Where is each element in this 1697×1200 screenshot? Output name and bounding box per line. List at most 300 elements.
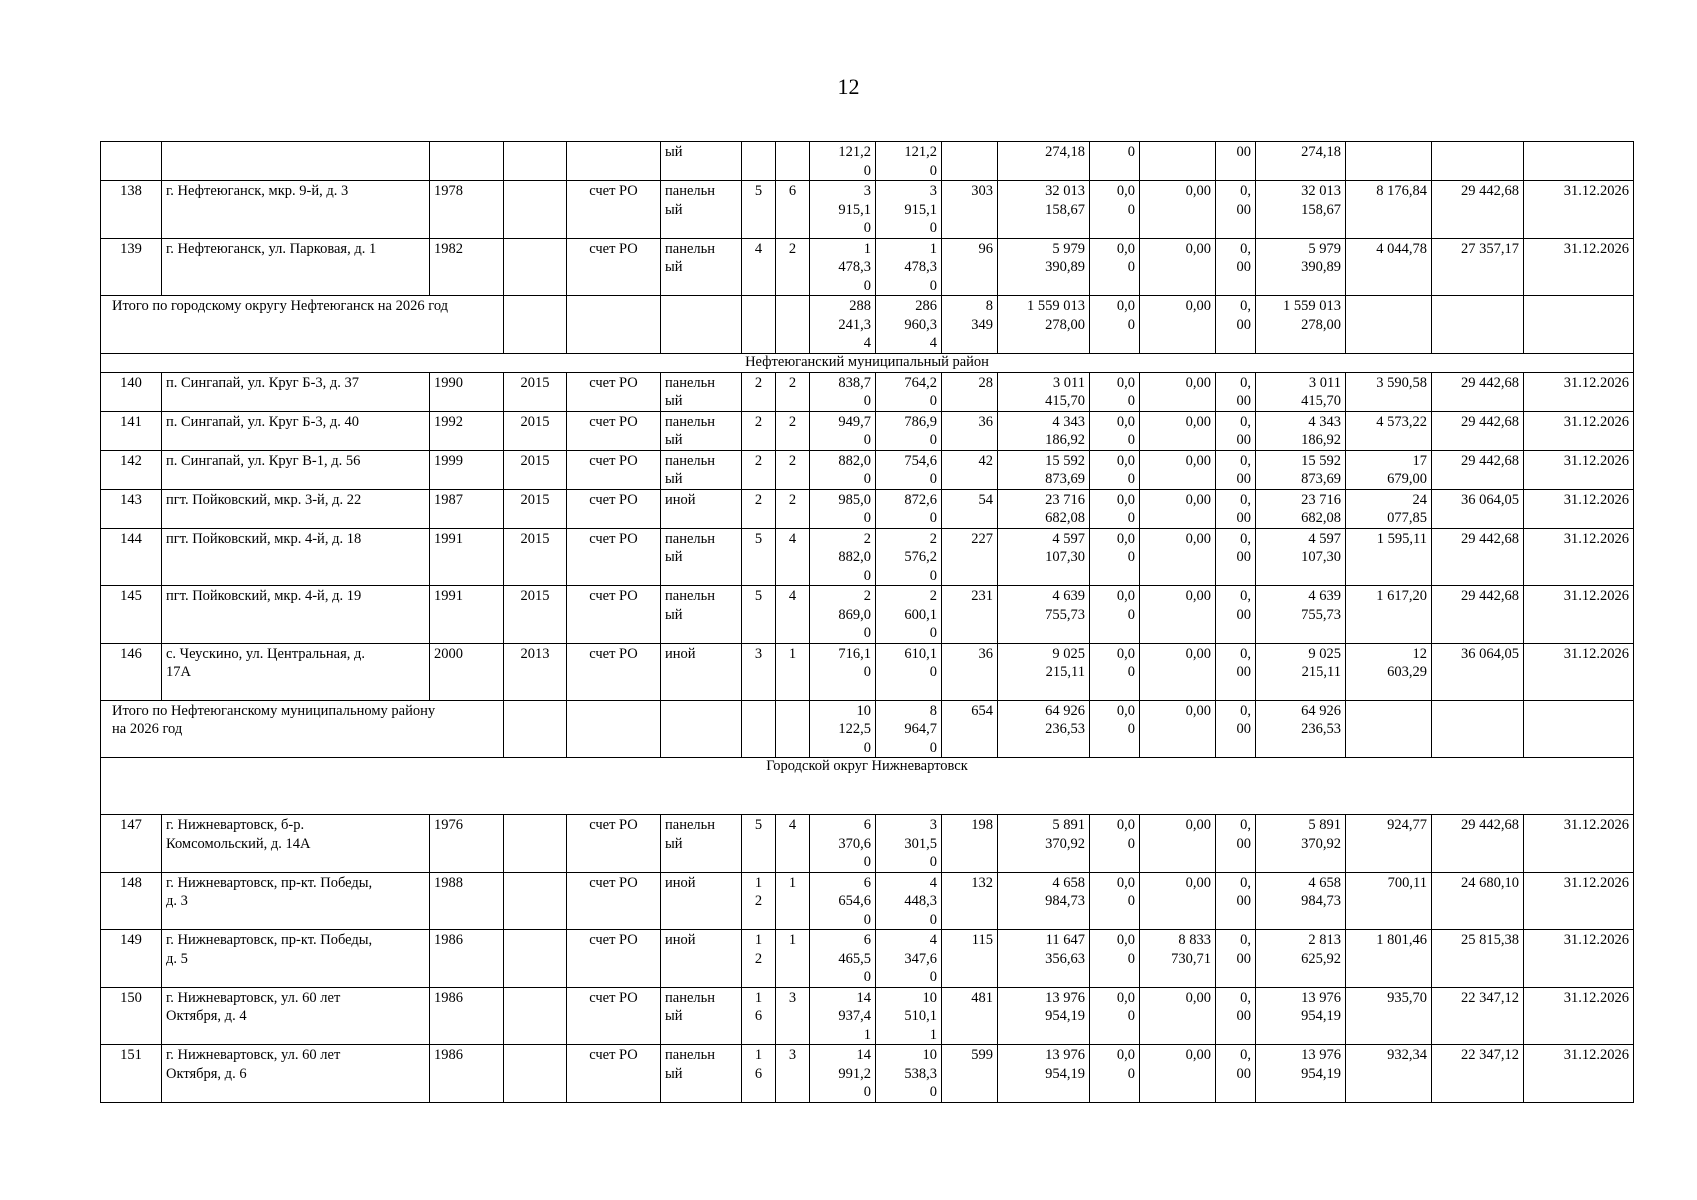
row-number-cell: 147 <box>101 815 162 873</box>
address-cell <box>162 142 430 181</box>
max-unit-cost-cell: 29 442,68 <box>1432 450 1524 489</box>
value-cell: 0, 00 <box>1216 586 1256 644</box>
total-area-cell: 838,7 0 <box>810 372 876 411</box>
value-cell: 0,0 0 <box>1090 450 1140 489</box>
entrances-cell: 2 <box>776 489 810 528</box>
deadline-date-cell: 31.12.2026 <box>1524 489 1634 528</box>
value-cell: 0,0 0 <box>1090 528 1140 586</box>
empty-cell <box>504 296 567 354</box>
address-cell: г. Нижневартовск, пр-кт. Победы, д. 5 <box>162 930 430 988</box>
unit-cost-cell: 1 801,46 <box>1346 930 1432 988</box>
entrances-cell: 6 <box>776 181 810 239</box>
living-area-cell: 3 915,1 0 <box>876 181 942 239</box>
build-year-cell: 1999 <box>430 450 504 489</box>
repair-cost-cell: 13 976 954,19 <box>998 1045 1090 1103</box>
row-number-cell: 149 <box>101 930 162 988</box>
value-cell: 0,00 <box>1140 489 1216 528</box>
repair-year-cell <box>504 181 567 239</box>
value-cell: 0 <box>1090 142 1140 181</box>
table-row <box>101 489 1634 528</box>
value-cell: 0,0 0 <box>1090 872 1140 930</box>
living-area-cell: 10 510,1 1 <box>876 987 942 1045</box>
total-area-cell: 985,0 0 <box>810 489 876 528</box>
section-title: Городской округ Нижневартовск <box>101 758 1634 815</box>
max-unit-cost-cell: 36 064,05 <box>1432 643 1524 700</box>
total-area-cell: 6 654,6 0 <box>810 872 876 930</box>
residents-cell: 42 <box>942 450 998 489</box>
empty-cell <box>567 296 661 354</box>
table-row <box>101 142 1634 181</box>
fund-method-cell: счет РО <box>567 586 661 644</box>
total-area-cell: 14 991,2 0 <box>810 1045 876 1103</box>
wall-material-cell: панельн ый <box>661 586 742 644</box>
value-cell: 0,0 0 <box>1090 815 1140 873</box>
repair-cost-cell: 9 025 215,11 <box>998 643 1090 700</box>
repair-year-cell: 2015 <box>504 528 567 586</box>
total-value-cell: 0,00 <box>1140 700 1216 758</box>
row-number-cell: 150 <box>101 987 162 1045</box>
value-cell: 0,00 <box>1140 1045 1216 1103</box>
address-cell: пгт. Пойковский, мкр. 4-й, д. 18 <box>162 528 430 586</box>
floors-cell: 5 <box>742 528 776 586</box>
owner-funds-cell: 5 891 370,92 <box>1256 815 1346 873</box>
fund-method-cell: счет РО <box>567 489 661 528</box>
repair-year-cell <box>504 1045 567 1103</box>
max-unit-cost-cell: 25 815,38 <box>1432 930 1524 988</box>
total-cost-cell: 1 559 013 278,00 <box>998 296 1090 354</box>
section-title: Нефтеюганский муниципальный район <box>101 353 1634 372</box>
total-owner-funds-cell: 1 559 013 278,00 <box>1256 296 1346 354</box>
deadline-date-cell: 31.12.2026 <box>1524 872 1634 930</box>
total-area-cell: 10 122,5 0 <box>810 700 876 758</box>
owner-funds-cell: 32 013 158,67 <box>1256 181 1346 239</box>
total-area-cell: 3 915,1 0 <box>810 181 876 239</box>
unit-cost-cell: 700,11 <box>1346 872 1432 930</box>
section-header-row <box>101 758 1634 815</box>
fund-method-cell: счет РО <box>567 372 661 411</box>
total-value-cell: 0,00 <box>1140 296 1216 354</box>
unit-cost-cell: 932,34 <box>1346 1045 1432 1103</box>
repair-year-cell <box>504 815 567 873</box>
build-year-cell: 1982 <box>430 238 504 296</box>
wall-material-cell: панельн ый <box>661 450 742 489</box>
fund-method-cell: счет РО <box>567 411 661 450</box>
repair-cost-cell: 13 976 954,19 <box>998 987 1090 1045</box>
row-number-cell: 148 <box>101 872 162 930</box>
floors-cell: 4 <box>742 238 776 296</box>
value-cell: 0, 00 <box>1216 872 1256 930</box>
wall-material-cell: иной <box>661 643 742 700</box>
address-cell: п. Сингапай, ул. Круг В-1, д. 56 <box>162 450 430 489</box>
address-cell: пгт. Пойковский, мкр. 4-й, д. 19 <box>162 586 430 644</box>
total-value-cell: 0, 00 <box>1216 700 1256 758</box>
row-number-cell: 139 <box>101 238 162 296</box>
table-row <box>101 872 1634 930</box>
wall-material-cell: панельн ый <box>661 181 742 239</box>
living-area-cell: 786,9 0 <box>876 411 942 450</box>
unit-cost-cell: 935,70 <box>1346 987 1432 1045</box>
wall-material-cell: панельн ый <box>661 528 742 586</box>
unit-cost-cell: 3 590,58 <box>1346 372 1432 411</box>
owner-funds-cell: 13 976 954,19 <box>1256 1045 1346 1103</box>
repair-year-cell <box>504 930 567 988</box>
max-unit-cost-cell: 29 442,68 <box>1432 181 1524 239</box>
value-cell: 0,00 <box>1140 528 1216 586</box>
value-cell: 0,00 <box>1140 411 1216 450</box>
wall-material-cell: панельн ый <box>661 411 742 450</box>
fund-method-cell: счет РО <box>567 528 661 586</box>
entrances-cell: 2 <box>776 450 810 489</box>
owner-funds-cell: 5 979 390,89 <box>1256 238 1346 296</box>
unit-cost-cell: 17 679,00 <box>1346 450 1432 489</box>
repair-cost-cell: 4 658 984,73 <box>998 872 1090 930</box>
max-unit-cost-cell: 29 442,68 <box>1432 586 1524 644</box>
owner-funds-cell: 3 011 415,70 <box>1256 372 1346 411</box>
floors-cell: 2 <box>742 450 776 489</box>
value-cell: 0, 00 <box>1216 411 1256 450</box>
owner-funds-cell: 4 658 984,73 <box>1256 872 1346 930</box>
address-cell: г. Нефтеюганск, мкр. 9-й, д. 3 <box>162 181 430 239</box>
page-number: 12 <box>837 74 860 99</box>
section-header-row <box>101 353 1634 372</box>
deadline-date-cell: 31.12.2026 <box>1524 450 1634 489</box>
wall-material-cell: иной <box>661 872 742 930</box>
value-cell: 0,0 0 <box>1090 181 1140 239</box>
unit-cost-cell: 1 617,20 <box>1346 586 1432 644</box>
total-area-cell: 288 241,3 4 <box>810 296 876 354</box>
repair-year-cell <box>504 872 567 930</box>
residents-cell: 54 <box>942 489 998 528</box>
residents-cell: 28 <box>942 372 998 411</box>
total-area-cell: 1 478,3 0 <box>810 238 876 296</box>
empty-cell <box>1346 700 1432 758</box>
entrances-cell: 2 <box>776 411 810 450</box>
value-cell: 0,00 <box>1140 586 1216 644</box>
living-area-cell: 10 538,3 0 <box>876 1045 942 1103</box>
build-year-cell <box>430 142 504 181</box>
total-area-cell: 716,1 0 <box>810 643 876 700</box>
total-value-cell: 0,0 0 <box>1090 700 1140 758</box>
empty-cell <box>661 700 742 758</box>
deadline-date-cell: 31.12.2026 <box>1524 815 1634 873</box>
entrances-cell: 4 <box>776 586 810 644</box>
unit-cost-cell: 24 077,85 <box>1346 489 1432 528</box>
value-cell: 0, 00 <box>1216 930 1256 988</box>
build-year-cell: 1986 <box>430 930 504 988</box>
deadline-date-cell: 31.12.2026 <box>1524 586 1634 644</box>
deadline-date-cell: 31.12.2026 <box>1524 987 1634 1045</box>
table-row <box>101 450 1634 489</box>
table-row <box>101 181 1634 239</box>
value-cell: 0, 00 <box>1216 450 1256 489</box>
entrances-cell: 4 <box>776 815 810 873</box>
value-cell: 0,00 <box>1140 372 1216 411</box>
value-cell: 0,0 0 <box>1090 987 1140 1045</box>
max-unit-cost-cell: 22 347,12 <box>1432 1045 1524 1103</box>
build-year-cell: 1986 <box>430 987 504 1045</box>
table-row <box>101 1045 1634 1103</box>
owner-funds-cell: 2 813 625,92 <box>1256 930 1346 988</box>
residents-cell: 231 <box>942 586 998 644</box>
empty-cell <box>742 700 776 758</box>
living-area-cell: 754,6 0 <box>876 450 942 489</box>
max-unit-cost-cell: 29 442,68 <box>1432 411 1524 450</box>
empty-cell <box>1432 296 1524 354</box>
deadline-date-cell: 31.12.2026 <box>1524 1045 1634 1103</box>
total-living-area-cell: 8 964,7 0 <box>876 700 942 758</box>
fund-method-cell: счет РО <box>567 1045 661 1103</box>
empty-cell <box>742 296 776 354</box>
repair-cost-cell: 23 716 682,08 <box>998 489 1090 528</box>
living-area-cell: 764,2 0 <box>876 372 942 411</box>
value-cell: 0,00 <box>1140 987 1216 1045</box>
floors-cell: 2 <box>742 372 776 411</box>
capital-repair-table <box>100 141 1634 1103</box>
repair-year-cell: 2013 <box>504 643 567 700</box>
address-cell: г. Нижневартовск, пр-кт. Победы, д. 3 <box>162 872 430 930</box>
total-area-cell: 2 869,0 0 <box>810 586 876 644</box>
total-area-cell: 14 937,4 1 <box>810 987 876 1045</box>
unit-cost-cell: 12 603,29 <box>1346 643 1432 700</box>
fund-method-cell: счет РО <box>567 872 661 930</box>
row-number-cell: 138 <box>101 181 162 239</box>
table-row <box>101 643 1634 700</box>
value-cell: 0, 00 <box>1216 643 1256 700</box>
unit-cost-cell: 924,77 <box>1346 815 1432 873</box>
empty-cell <box>567 700 661 758</box>
total-owner-funds-cell: 64 926 236,53 <box>1256 700 1346 758</box>
entrances-cell: 3 <box>776 1045 810 1103</box>
repair-year-cell <box>504 987 567 1045</box>
floors-cell: 5 <box>742 181 776 239</box>
repair-year-cell <box>504 142 567 181</box>
max-unit-cost-cell: 27 357,17 <box>1432 238 1524 296</box>
total-area-cell: 949,7 0 <box>810 411 876 450</box>
floors-cell: 1 2 <box>742 872 776 930</box>
value-cell: 0,00 <box>1140 643 1216 700</box>
unit-cost-cell: 1 595,11 <box>1346 528 1432 586</box>
fund-method-cell: счет РО <box>567 815 661 873</box>
row-number-cell: 142 <box>101 450 162 489</box>
living-area-cell: 121,2 0 <box>876 142 942 181</box>
entrances-cell: 4 <box>776 528 810 586</box>
living-area-cell: 872,6 0 <box>876 489 942 528</box>
owner-funds-cell: 9 025 215,11 <box>1256 643 1346 700</box>
table-row <box>101 528 1634 586</box>
total-label: Итого по городскому округу Нефтеюганск на 2026 год <box>101 296 504 354</box>
value-cell: 0,00 <box>1140 815 1216 873</box>
fund-method-cell: счет РО <box>567 450 661 489</box>
total-area-cell: 6 370,6 0 <box>810 815 876 873</box>
table-row <box>101 987 1634 1045</box>
residents-cell: 132 <box>942 872 998 930</box>
floors-cell: 1 6 <box>742 1045 776 1103</box>
residents-cell: 599 <box>942 1045 998 1103</box>
floors-cell: 5 <box>742 586 776 644</box>
repair-cost-cell: 5 979 390,89 <box>998 238 1090 296</box>
table-row <box>101 586 1634 644</box>
address-cell: пгт. Пойковский, мкр. 3-й, д. 22 <box>162 489 430 528</box>
floors-cell <box>742 142 776 181</box>
living-area-cell: 2 576,2 0 <box>876 528 942 586</box>
entrances-cell <box>776 142 810 181</box>
repair-cost-cell: 4 639 755,73 <box>998 586 1090 644</box>
address-cell: г. Нижневартовск, ул. 60 лет Октября, д. 4 <box>162 987 430 1045</box>
value-cell: 0, 00 <box>1216 181 1256 239</box>
repair-year-cell: 2015 <box>504 411 567 450</box>
total-area-cell: 882,0 0 <box>810 450 876 489</box>
owner-funds-cell: 15 592 873,69 <box>1256 450 1346 489</box>
address-cell: г. Нижневартовск, б-р. Комсомольский, д. 14А <box>162 815 430 873</box>
empty-cell <box>1524 296 1634 354</box>
table-row <box>101 372 1634 411</box>
total-area-cell: 6 465,5 0 <box>810 930 876 988</box>
residents-cell: 36 <box>942 643 998 700</box>
table-row <box>101 815 1634 873</box>
value-cell: 0,0 0 <box>1090 1045 1140 1103</box>
max-unit-cost-cell: 29 442,68 <box>1432 815 1524 873</box>
address-cell: г. Нижневартовск, ул. 60 лет Октября, д. 6 <box>162 1045 430 1103</box>
fund-method-cell: счет РО <box>567 930 661 988</box>
fund-method-cell <box>567 142 661 181</box>
max-unit-cost-cell: 36 064,05 <box>1432 489 1524 528</box>
wall-material-cell: панельн ый <box>661 372 742 411</box>
max-unit-cost-cell: 24 680,10 <box>1432 872 1524 930</box>
table-row <box>101 411 1634 450</box>
residents-cell: 36 <box>942 411 998 450</box>
entrances-cell: 1 <box>776 930 810 988</box>
row-number-cell: 140 <box>101 372 162 411</box>
repair-year-cell: 2015 <box>504 372 567 411</box>
repair-cost-cell: 15 592 873,69 <box>998 450 1090 489</box>
living-area-cell: 4 347,6 0 <box>876 930 942 988</box>
address-cell: г. Нефтеюганск, ул. Парковая, д. 1 <box>162 238 430 296</box>
build-year-cell: 1988 <box>430 872 504 930</box>
residents-cell: 198 <box>942 815 998 873</box>
build-year-cell: 1991 <box>430 586 504 644</box>
wall-material-cell: иной <box>661 930 742 988</box>
wall-material-cell: панельн ый <box>661 1045 742 1103</box>
table-row <box>101 238 1634 296</box>
value-cell: 0, 00 <box>1216 815 1256 873</box>
deadline-date-cell <box>1524 142 1634 181</box>
value-cell: 0,00 <box>1140 450 1216 489</box>
total-living-area-cell: 286 960,3 4 <box>876 296 942 354</box>
row-number-cell: 151 <box>101 1045 162 1103</box>
deadline-date-cell: 31.12.2026 <box>1524 411 1634 450</box>
floors-cell: 1 2 <box>742 930 776 988</box>
residents-cell: 115 <box>942 930 998 988</box>
value-cell: 0,0 0 <box>1090 643 1140 700</box>
repair-cost-cell: 4 343 186,92 <box>998 411 1090 450</box>
fund-method-cell: счет РО <box>567 643 661 700</box>
empty-cell <box>776 700 810 758</box>
build-year-cell: 1992 <box>430 411 504 450</box>
empty-cell <box>1346 296 1432 354</box>
residents-cell: 481 <box>942 987 998 1045</box>
wall-material-cell: иной <box>661 489 742 528</box>
build-year-cell: 1990 <box>430 372 504 411</box>
row-number-cell <box>101 142 162 181</box>
address-cell: с. Чеускино, ул. Центральная, д. 17А <box>162 643 430 700</box>
empty-cell <box>1524 700 1634 758</box>
value-cell: 0,0 0 <box>1090 586 1140 644</box>
living-area-cell: 610,1 0 <box>876 643 942 700</box>
residents-cell: 96 <box>942 238 998 296</box>
total-label: Итого по Нефтеюганскому муниципальному району на 2026 год <box>101 700 504 758</box>
entrances-cell: 1 <box>776 643 810 700</box>
total-area-cell: 121,2 0 <box>810 142 876 181</box>
unit-cost-cell <box>1346 142 1432 181</box>
value-cell: 0,00 <box>1140 181 1216 239</box>
deadline-date-cell: 31.12.2026 <box>1524 372 1634 411</box>
floors-cell: 2 <box>742 411 776 450</box>
total-cost-cell: 64 926 236,53 <box>998 700 1090 758</box>
address-cell: п. Сингапай, ул. Круг Б-3, д. 40 <box>162 411 430 450</box>
value-cell: 0,00 <box>1140 238 1216 296</box>
value-cell: 0, 00 <box>1216 528 1256 586</box>
residents-cell: 303 <box>942 181 998 239</box>
total-residents-cell: 8 349 <box>942 296 998 354</box>
value-cell: 0, 00 <box>1216 372 1256 411</box>
deadline-date-cell: 31.12.2026 <box>1524 528 1634 586</box>
total-value-cell: 0, 00 <box>1216 296 1256 354</box>
value-cell <box>1140 142 1216 181</box>
living-area-cell: 4 448,3 0 <box>876 872 942 930</box>
repair-cost-cell: 5 891 370,92 <box>998 815 1090 873</box>
fund-method-cell: счет РО <box>567 181 661 239</box>
owner-funds-cell: 23 716 682,08 <box>1256 489 1346 528</box>
floors-cell: 3 <box>742 643 776 700</box>
empty-cell <box>1432 700 1524 758</box>
entrances-cell: 3 <box>776 987 810 1045</box>
row-number-cell: 146 <box>101 643 162 700</box>
address-cell: п. Сингапай, ул. Круг Б-3, д. 37 <box>162 372 430 411</box>
repair-year-cell <box>504 238 567 296</box>
max-unit-cost-cell <box>1432 142 1524 181</box>
empty-cell <box>504 700 567 758</box>
total-residents-cell: 654 <box>942 700 998 758</box>
deadline-date-cell: 31.12.2026 <box>1524 238 1634 296</box>
owner-funds-cell: 13 976 954,19 <box>1256 987 1346 1045</box>
owner-funds-cell: 4 597 107,30 <box>1256 528 1346 586</box>
unit-cost-cell: 4 044,78 <box>1346 238 1432 296</box>
wall-material-cell: панельн ый <box>661 815 742 873</box>
fund-method-cell: счет РО <box>567 987 661 1045</box>
value-cell: 00 <box>1216 142 1256 181</box>
value-cell: 0,0 0 <box>1090 372 1140 411</box>
build-year-cell: 1976 <box>430 815 504 873</box>
living-area-cell: 3 301,5 0 <box>876 815 942 873</box>
value-cell: 0, 00 <box>1216 238 1256 296</box>
value-cell: 0, 00 <box>1216 489 1256 528</box>
total-value-cell: 0,0 0 <box>1090 296 1140 354</box>
residents-cell: 227 <box>942 528 998 586</box>
row-number-cell: 145 <box>101 586 162 644</box>
value-cell: 0,0 0 <box>1090 489 1140 528</box>
empty-cell <box>776 296 810 354</box>
floors-cell: 2 <box>742 489 776 528</box>
value-cell: 0,00 <box>1140 872 1216 930</box>
value-cell: 0,0 0 <box>1090 930 1140 988</box>
build-year-cell: 1978 <box>430 181 504 239</box>
repair-year-cell: 2015 <box>504 586 567 644</box>
max-unit-cost-cell: 29 442,68 <box>1432 528 1524 586</box>
value-cell: 0, 00 <box>1216 987 1256 1045</box>
unit-cost-cell: 8 176,84 <box>1346 181 1432 239</box>
wall-material-cell: панельн ый <box>661 238 742 296</box>
table-row <box>101 930 1634 988</box>
